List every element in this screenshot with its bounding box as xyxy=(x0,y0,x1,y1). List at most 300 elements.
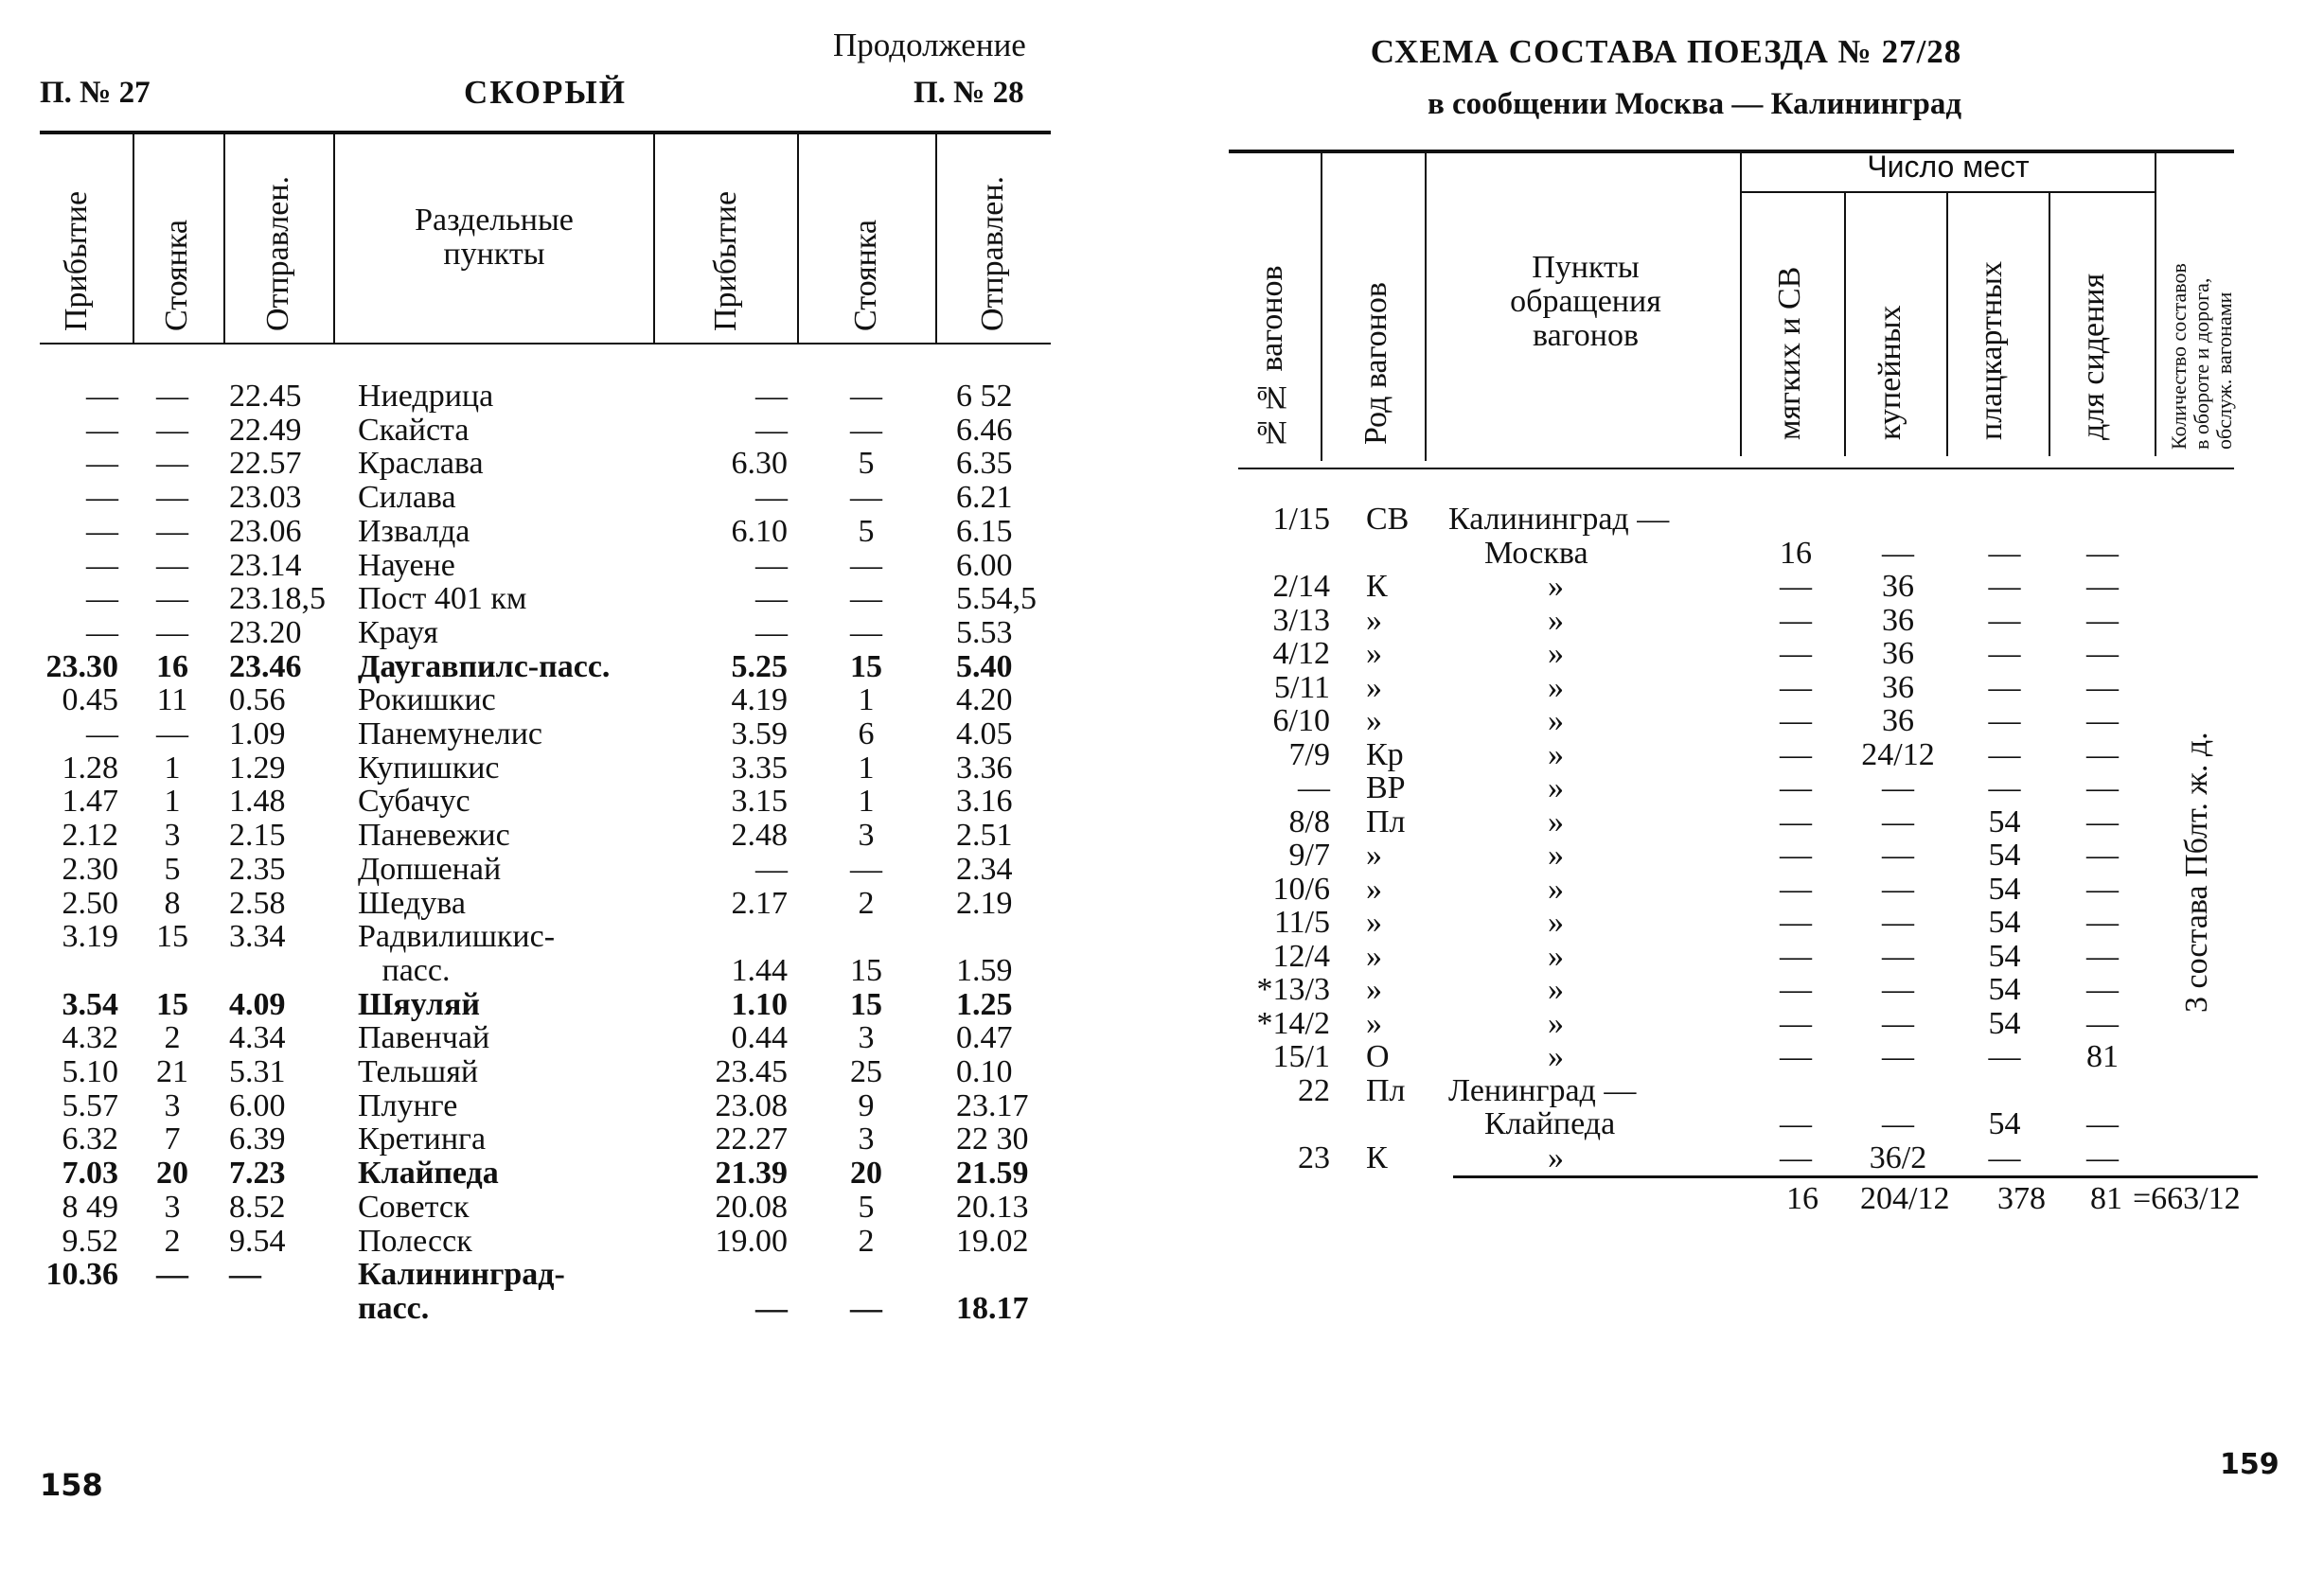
composition-cell-plac: 54 xyxy=(1988,938,2021,974)
time-cell-a27: — xyxy=(86,716,118,751)
col-points-header xyxy=(335,203,653,272)
time-cell-a28: 21.39 xyxy=(715,1156,788,1192)
time-cell-a27: — xyxy=(86,547,118,583)
time-cell-d28: 19.02 xyxy=(956,1223,1029,1259)
time-cell-d27: 2.58 xyxy=(229,885,286,921)
composition-cell-seat: — xyxy=(2086,636,2119,671)
composition-cell-soft: — xyxy=(1780,636,1812,671)
composition-cell-soft: — xyxy=(1780,569,1812,604)
total-soft: 16 xyxy=(1786,1181,1818,1216)
time-cell-s27: 5 xyxy=(164,851,181,887)
time-cell-a27: 10.36 xyxy=(45,1257,118,1293)
time-cell-d28: 1.25 xyxy=(956,986,1013,1022)
composition-cell-plac: 54 xyxy=(1988,1106,2021,1141)
composition-cell-num: 7/9 xyxy=(1288,736,1330,772)
time-cell-a27: 8 49 xyxy=(62,1189,118,1225)
composition-cell-route: » xyxy=(1548,972,1564,1007)
time-cell-d27: 1.29 xyxy=(229,750,286,786)
time-cell-s28: 3 xyxy=(858,818,875,854)
time-cell-s28: — xyxy=(850,412,882,448)
composition-cell-num: *13/3 xyxy=(1256,972,1330,1007)
time-cell-a27: — xyxy=(86,614,118,650)
time-cell-s28: 5 xyxy=(858,513,875,549)
station-name: Шяуляй xyxy=(358,986,480,1022)
composition-cell-type: » xyxy=(1366,703,1382,738)
station-name: пасс. xyxy=(358,1290,430,1326)
composition-cell-num: 11/5 xyxy=(1273,905,1330,940)
time-cell-a27: 1.28 xyxy=(62,750,118,786)
col-train-count-line2: в обороте и дорога, xyxy=(2190,277,2213,450)
time-cell-s27: — xyxy=(156,716,188,751)
composition-cell-seat: — xyxy=(2086,569,2119,604)
col-train-count-line3: обслуж. вагонами xyxy=(2212,291,2236,450)
time-cell-s28: 15 xyxy=(850,648,882,684)
composition-cell-seat: — xyxy=(2086,838,2119,873)
station-name: Полесск xyxy=(358,1223,472,1259)
time-cell-s27: — xyxy=(156,547,188,583)
station-name: Силава xyxy=(358,480,456,516)
composition-cell-type: О xyxy=(1366,1039,1390,1074)
time-cell-d27: 22.57 xyxy=(229,446,302,482)
composition-cell-route: » xyxy=(1548,1139,1564,1175)
col-wagon-type: Род вагонов xyxy=(1358,282,1393,445)
composition-cell-num: 8/8 xyxy=(1288,804,1330,839)
time-cell-d27: — xyxy=(229,1257,261,1293)
composition-cell-route: » xyxy=(1548,636,1564,671)
composition-cell-soft: — xyxy=(1780,972,1812,1007)
col-soft-seats: мягких и СВ xyxy=(1772,266,1807,440)
time-cell-d27: 23.20 xyxy=(229,614,302,650)
time-cell-d27: 4.09 xyxy=(229,986,286,1022)
composition-cell-plac: 54 xyxy=(1988,905,2021,940)
composition-cell-type: » xyxy=(1366,669,1382,705)
left-col-divider-6 xyxy=(935,134,937,343)
time-cell-a27: — xyxy=(86,581,118,617)
composition-cell-route: » xyxy=(1548,838,1564,873)
composition-cell-coupe: 36/2 xyxy=(1869,1139,1927,1175)
station-name: Панемунелис xyxy=(358,716,542,751)
composition-cell-num: 3/13 xyxy=(1272,602,1330,638)
composition-cell-num: 23 xyxy=(1298,1139,1330,1175)
time-cell-a28: 20.08 xyxy=(715,1189,788,1225)
composition-cell-seat: — xyxy=(2086,972,2119,1007)
composition-cell-route: » xyxy=(1548,770,1564,805)
left-col-divider-4 xyxy=(653,134,655,343)
time-cell-d28: 4.05 xyxy=(956,716,1013,751)
composition-cell-num: — xyxy=(1298,770,1330,805)
composition-cell-coupe: — xyxy=(1882,1005,1914,1041)
composition-cell-route: Москва xyxy=(1484,535,1588,571)
col-stop-27: Стоянка xyxy=(159,220,194,331)
time-cell-s28: 2 xyxy=(858,885,875,921)
continuation-label: Продолжение xyxy=(833,26,1026,63)
time-cell-d28: 18.17 xyxy=(956,1290,1029,1326)
time-cell-s27: — xyxy=(156,581,188,617)
composition-cell-type: К xyxy=(1366,1139,1388,1175)
col-arrival-27: Прибытие xyxy=(59,190,94,331)
composition-cell-soft: — xyxy=(1780,871,1812,907)
composition-cell-soft: — xyxy=(1780,1139,1812,1175)
right-col-divider-6 xyxy=(2049,191,2050,456)
composition-cell-coupe: 36 xyxy=(1882,569,1914,604)
time-cell-s28: 3 xyxy=(858,1020,875,1056)
time-cell-a28: — xyxy=(755,480,788,516)
composition-cell-plac: 54 xyxy=(1988,972,2021,1007)
time-cell-d27: 1.09 xyxy=(229,716,286,751)
composition-cell-seat: — xyxy=(2086,871,2119,907)
time-cell-s27: — xyxy=(156,1257,188,1293)
time-cell-a27: — xyxy=(86,412,118,448)
time-cell-s27: 8 xyxy=(164,885,181,921)
time-cell-s28: 5 xyxy=(858,446,875,482)
composition-cell-route: » xyxy=(1548,1039,1564,1074)
time-cell-a28: 2.48 xyxy=(731,818,788,854)
composition-cell-type: » xyxy=(1366,636,1382,671)
composition-cell-soft: — xyxy=(1780,669,1812,705)
composition-cell-plac: — xyxy=(1988,1139,2021,1175)
station-name: Купишкис xyxy=(358,750,500,786)
composition-cell-plac: 54 xyxy=(1988,871,2021,907)
composition-cell-seat: — xyxy=(2086,1139,2119,1175)
time-cell-a27: 1.47 xyxy=(62,784,118,820)
time-cell-a28: 23.45 xyxy=(715,1054,788,1089)
left-col-divider-1 xyxy=(133,134,134,343)
time-cell-s27: 1 xyxy=(164,784,181,820)
col-wagon-numbers: №№ вагонов xyxy=(1254,265,1289,450)
time-cell-s28: 5 xyxy=(858,1189,875,1225)
col-train-count-line1: Количество составов xyxy=(2167,263,2191,450)
train-28-label: П. № 28 xyxy=(914,76,1024,110)
time-cell-s28: — xyxy=(850,547,882,583)
composition-cell-plac: — xyxy=(1988,569,2021,604)
composition-cell-num: 10/6 xyxy=(1272,871,1330,907)
time-cell-s28: — xyxy=(850,614,882,650)
time-cell-a28: 3.15 xyxy=(731,784,788,820)
time-cell-d28: 2.19 xyxy=(956,885,1013,921)
time-cell-a27: 7.03 xyxy=(62,1156,118,1192)
col-plac-seats: плацкартных xyxy=(1974,261,2009,440)
time-cell-s27: 3 xyxy=(164,1189,181,1225)
composition-cell-coupe: — xyxy=(1882,905,1914,940)
time-cell-a27: 23.30 xyxy=(45,648,118,684)
composition-cell-coupe: — xyxy=(1882,770,1914,805)
composition-cell-soft: — xyxy=(1780,703,1812,738)
time-cell-s27: 7 xyxy=(164,1122,181,1157)
time-cell-d28: 5.40 xyxy=(956,648,1013,684)
composition-cell-type: К xyxy=(1366,569,1388,604)
station-name: Даугавпилс-пасс. xyxy=(358,648,611,684)
composition-cell-soft: — xyxy=(1780,736,1812,772)
right-col-divider-3 xyxy=(1740,153,1742,456)
composition-cell-coupe: 36 xyxy=(1882,703,1914,738)
time-cell-d27: 3.34 xyxy=(229,919,286,955)
time-cell-s28: 9 xyxy=(858,1087,875,1123)
time-cell-s27: 15 xyxy=(156,919,188,955)
time-cell-a27: — xyxy=(86,513,118,549)
composition-cell-seat: — xyxy=(2086,703,2119,738)
composition-cell-type: Пл xyxy=(1366,1072,1406,1108)
station-name: Плунге xyxy=(358,1087,458,1123)
time-cell-d28: 5.53 xyxy=(956,614,1013,650)
time-cell-s27: — xyxy=(156,379,188,414)
time-cell-d27: 4.34 xyxy=(229,1020,286,1056)
composition-cell-seat: — xyxy=(2086,669,2119,705)
composition-cell-coupe: — xyxy=(1882,1106,1914,1141)
left-col-divider-2 xyxy=(223,134,225,343)
composition-cell-route: » xyxy=(1548,871,1564,907)
time-cell-a27: 0.45 xyxy=(62,682,118,718)
time-cell-a28: 23.08 xyxy=(715,1087,788,1123)
composition-cell-coupe: 36 xyxy=(1882,669,1914,705)
composition-cell-type: Пл xyxy=(1366,804,1406,839)
time-cell-a28: — xyxy=(755,547,788,583)
time-cell-d28: 1.59 xyxy=(956,952,1013,988)
station-name: Скайста xyxy=(358,412,470,448)
composition-cell-route: » xyxy=(1548,905,1564,940)
time-cell-d28: 0.47 xyxy=(956,1020,1013,1056)
time-cell-a28: — xyxy=(755,1290,788,1326)
right-col-divider-5 xyxy=(1946,191,1948,456)
time-cell-d27: 5.31 xyxy=(229,1054,286,1089)
composition-cell-coupe: 24/12 xyxy=(1861,736,1935,772)
time-cell-d28: 6 52 xyxy=(956,379,1013,414)
composition-cell-coupe: — xyxy=(1882,938,1914,974)
time-cell-s28: 2 xyxy=(858,1223,875,1259)
composition-cell-plac: 54 xyxy=(1988,1005,2021,1041)
left-col-divider-5 xyxy=(797,134,799,343)
time-cell-s27: 3 xyxy=(164,1087,181,1123)
time-cell-a28: — xyxy=(755,412,788,448)
time-cell-s27: 16 xyxy=(156,648,188,684)
time-cell-a27: 5.10 xyxy=(62,1054,118,1089)
station-name: Рокишкис xyxy=(358,682,496,718)
time-cell-a27: 2.30 xyxy=(62,851,118,887)
composition-cell-route: » xyxy=(1548,569,1564,604)
train-type-title: СКОРЫЙ xyxy=(464,74,627,111)
composition-cell-coupe: — xyxy=(1882,1039,1914,1074)
composition-cell-plac: — xyxy=(1988,602,2021,638)
composition-cell-soft: — xyxy=(1780,1106,1812,1141)
time-cell-a28: — xyxy=(755,379,788,414)
time-cell-a27: 3.19 xyxy=(62,919,118,955)
left-table-top-rule xyxy=(40,131,1051,134)
time-cell-a28: 19.00 xyxy=(715,1223,788,1259)
right-col-divider-1 xyxy=(1321,153,1322,461)
composition-cell-seat: — xyxy=(2086,938,2119,974)
time-cell-d27: 6.39 xyxy=(229,1122,286,1157)
time-cell-s28: 15 xyxy=(850,986,882,1022)
time-cell-a28: 1.44 xyxy=(731,952,788,988)
time-cell-s28: 15 xyxy=(850,952,882,988)
time-cell-d28: 20.13 xyxy=(956,1189,1029,1225)
time-cell-a28: 3.59 xyxy=(731,716,788,751)
composition-cell-route: » xyxy=(1548,736,1564,772)
composition-subtitle: в сообщении Москва — Калининград xyxy=(1427,87,1962,121)
composition-cell-seat: 81 xyxy=(2086,1039,2119,1074)
time-cell-d28: 6.00 xyxy=(956,547,1013,583)
col-stop-28: Стоянка xyxy=(848,220,883,331)
time-cell-d27: 1.48 xyxy=(229,784,286,820)
time-cell-s28: 1 xyxy=(858,750,875,786)
station-name: Кретинга xyxy=(358,1122,487,1157)
time-cell-s28: 1 xyxy=(858,784,875,820)
time-cell-s27: 11 xyxy=(156,682,188,718)
station-name: Извалда xyxy=(358,513,470,549)
right-col-divider-7 xyxy=(2155,153,2156,456)
col-coupe-seats: купейных xyxy=(1872,305,1907,440)
composition-cell-seat: — xyxy=(2086,1106,2119,1141)
station-name: Краслава xyxy=(358,446,484,482)
composition-cell-plac: — xyxy=(1988,1039,2021,1074)
time-cell-d28: 4.20 xyxy=(956,682,1013,718)
total-coupe: 204/12 xyxy=(1860,1181,1950,1216)
time-cell-a28: 2.17 xyxy=(731,885,788,921)
time-cell-s28: 3 xyxy=(858,1122,875,1157)
composition-cell-num: 22 xyxy=(1298,1072,1330,1108)
time-cell-a28: 4.19 xyxy=(731,682,788,718)
composition-cell-plac: — xyxy=(1988,770,2021,805)
time-cell-a27: 2.12 xyxy=(62,818,118,854)
composition-cell-type: » xyxy=(1366,905,1382,940)
station-name: пасс. xyxy=(358,952,451,988)
composition-cell-seat: — xyxy=(2086,736,2119,772)
right-col-divider-4 xyxy=(1844,191,1846,456)
composition-cell-num: 2/14 xyxy=(1272,569,1330,604)
composition-cell-soft: — xyxy=(1780,838,1812,873)
composition-cell-type: ВР xyxy=(1366,770,1406,805)
time-cell-d27: 9.54 xyxy=(229,1223,286,1259)
composition-cell-route: » xyxy=(1548,669,1564,705)
composition-cell-soft: — xyxy=(1780,905,1812,940)
composition-cell-plac: — xyxy=(1988,736,2021,772)
composition-cell-route: » xyxy=(1548,938,1564,974)
time-cell-a28: 5.25 xyxy=(731,648,788,684)
composition-cell-num: 15/1 xyxy=(1272,1039,1330,1074)
composition-cell-seat: — xyxy=(2086,535,2119,571)
time-cell-s28: 20 xyxy=(850,1156,882,1192)
time-cell-s27: — xyxy=(156,480,188,516)
col-train-count xyxy=(2168,137,2236,450)
totals-rule xyxy=(1453,1175,2258,1178)
composition-cell-type: » xyxy=(1366,871,1382,907)
composition-cell-soft: — xyxy=(1780,602,1812,638)
station-name: Допшенай xyxy=(358,851,502,887)
col-points-line1: Раздельные xyxy=(415,203,574,238)
time-cell-s27: 2 xyxy=(164,1020,181,1056)
time-cell-a28: — xyxy=(755,851,788,887)
composition-cell-num: 9/7 xyxy=(1288,838,1330,873)
composition-cell-coupe: — xyxy=(1882,535,1914,571)
composition-cell-route: » xyxy=(1548,602,1564,638)
page-number-left: 158 xyxy=(40,1467,103,1503)
time-cell-s28: — xyxy=(850,379,882,414)
composition-cell-num: *14/2 xyxy=(1256,1005,1330,1041)
total-seat: 81 xyxy=(2090,1181,2122,1216)
composition-cell-seat: — xyxy=(2086,905,2119,940)
composition-cell-plac: — xyxy=(1988,636,2021,671)
composition-cell-seat: — xyxy=(2086,770,2119,805)
composition-cell-num: 12/4 xyxy=(1272,938,1330,974)
time-cell-d28: 21.59 xyxy=(956,1156,1029,1192)
time-cell-s27: — xyxy=(156,412,188,448)
time-cell-d27: 23.03 xyxy=(229,480,302,516)
right-seats-under-rule xyxy=(1742,191,2155,193)
col-arrival-28: Прибытие xyxy=(708,190,743,331)
col-points-line2: пункты xyxy=(443,237,545,272)
time-cell-s28: 25 xyxy=(850,1054,882,1089)
time-cell-a27: 3.54 xyxy=(62,986,118,1022)
composition-cell-coupe: 36 xyxy=(1882,636,1914,671)
time-cell-s27: — xyxy=(156,513,188,549)
left-table-header-rule xyxy=(40,343,1051,344)
composition-cell-seat: — xyxy=(2086,602,2119,638)
time-cell-a27: — xyxy=(86,480,118,516)
time-cell-d28: 3.16 xyxy=(956,784,1013,820)
time-cell-d28: 6.35 xyxy=(956,446,1013,482)
time-cell-s28: — xyxy=(850,1290,882,1326)
composition-cell-soft: — xyxy=(1780,938,1812,974)
time-cell-d27: 23.18,5 xyxy=(229,581,326,617)
time-cell-d28: 0.10 xyxy=(956,1054,1013,1089)
right-table-header-rule xyxy=(1238,468,2234,469)
time-cell-s27: 3 xyxy=(164,818,181,854)
time-cell-a27: 6.32 xyxy=(62,1122,118,1157)
time-cell-a28: 3.35 xyxy=(731,750,788,786)
time-cell-s28: 6 xyxy=(858,716,875,751)
composition-cell-type: » xyxy=(1366,838,1382,873)
time-cell-d27: 23.46 xyxy=(229,648,302,684)
composition-cell-soft: 16 xyxy=(1780,535,1812,571)
station-name: Шедува xyxy=(358,885,466,921)
station-name: Калининград- xyxy=(358,1257,565,1293)
composition-cell-type: » xyxy=(1366,602,1382,638)
composition-cell-type: » xyxy=(1366,938,1382,974)
composition-cell-coupe: 36 xyxy=(1882,602,1914,638)
station-name: Науене xyxy=(358,547,455,583)
time-cell-d27: 22.45 xyxy=(229,379,302,414)
col-sitting-seats: для сидения xyxy=(2076,273,2111,440)
station-name: Павенчай xyxy=(358,1020,490,1056)
composition-cell-soft: — xyxy=(1780,804,1812,839)
station-name: Субачус xyxy=(358,784,470,820)
train-27-label: П. № 27 xyxy=(40,76,151,110)
composition-cell-route: Калининград — xyxy=(1448,502,1670,537)
composition-cell-coupe: — xyxy=(1882,871,1914,907)
station-name: Советск xyxy=(358,1189,470,1225)
composition-cell-num: 4/12 xyxy=(1272,636,1330,671)
time-cell-d27: 2.35 xyxy=(229,851,286,887)
composition-cell-soft: — xyxy=(1780,770,1812,805)
composition-cell-route: Ленинград — xyxy=(1448,1072,1637,1108)
composition-cell-plac: 54 xyxy=(1988,804,2021,839)
time-cell-a27: 5.57 xyxy=(62,1087,118,1123)
composition-cell-route: » xyxy=(1548,804,1564,839)
composition-cell-type: СВ xyxy=(1366,502,1410,537)
time-cell-d28: 6.15 xyxy=(956,513,1013,549)
station-name: Пост 401 км xyxy=(358,581,527,617)
col-seats-header: Число мест xyxy=(1867,150,2030,184)
station-name: Ниедрица xyxy=(358,379,494,414)
time-cell-a27: 4.32 xyxy=(62,1020,118,1056)
station-name: Тельшяй xyxy=(358,1054,479,1089)
total-sum: =663/12 xyxy=(2133,1181,2241,1216)
station-name: Крауя xyxy=(358,614,438,650)
composition-cell-coupe: — xyxy=(1882,972,1914,1007)
time-cell-d28: 3.36 xyxy=(956,750,1013,786)
time-cell-s27: 2 xyxy=(164,1223,181,1259)
composition-cell-soft: — xyxy=(1780,1039,1812,1074)
composition-cell-plac: 54 xyxy=(1988,838,2021,873)
